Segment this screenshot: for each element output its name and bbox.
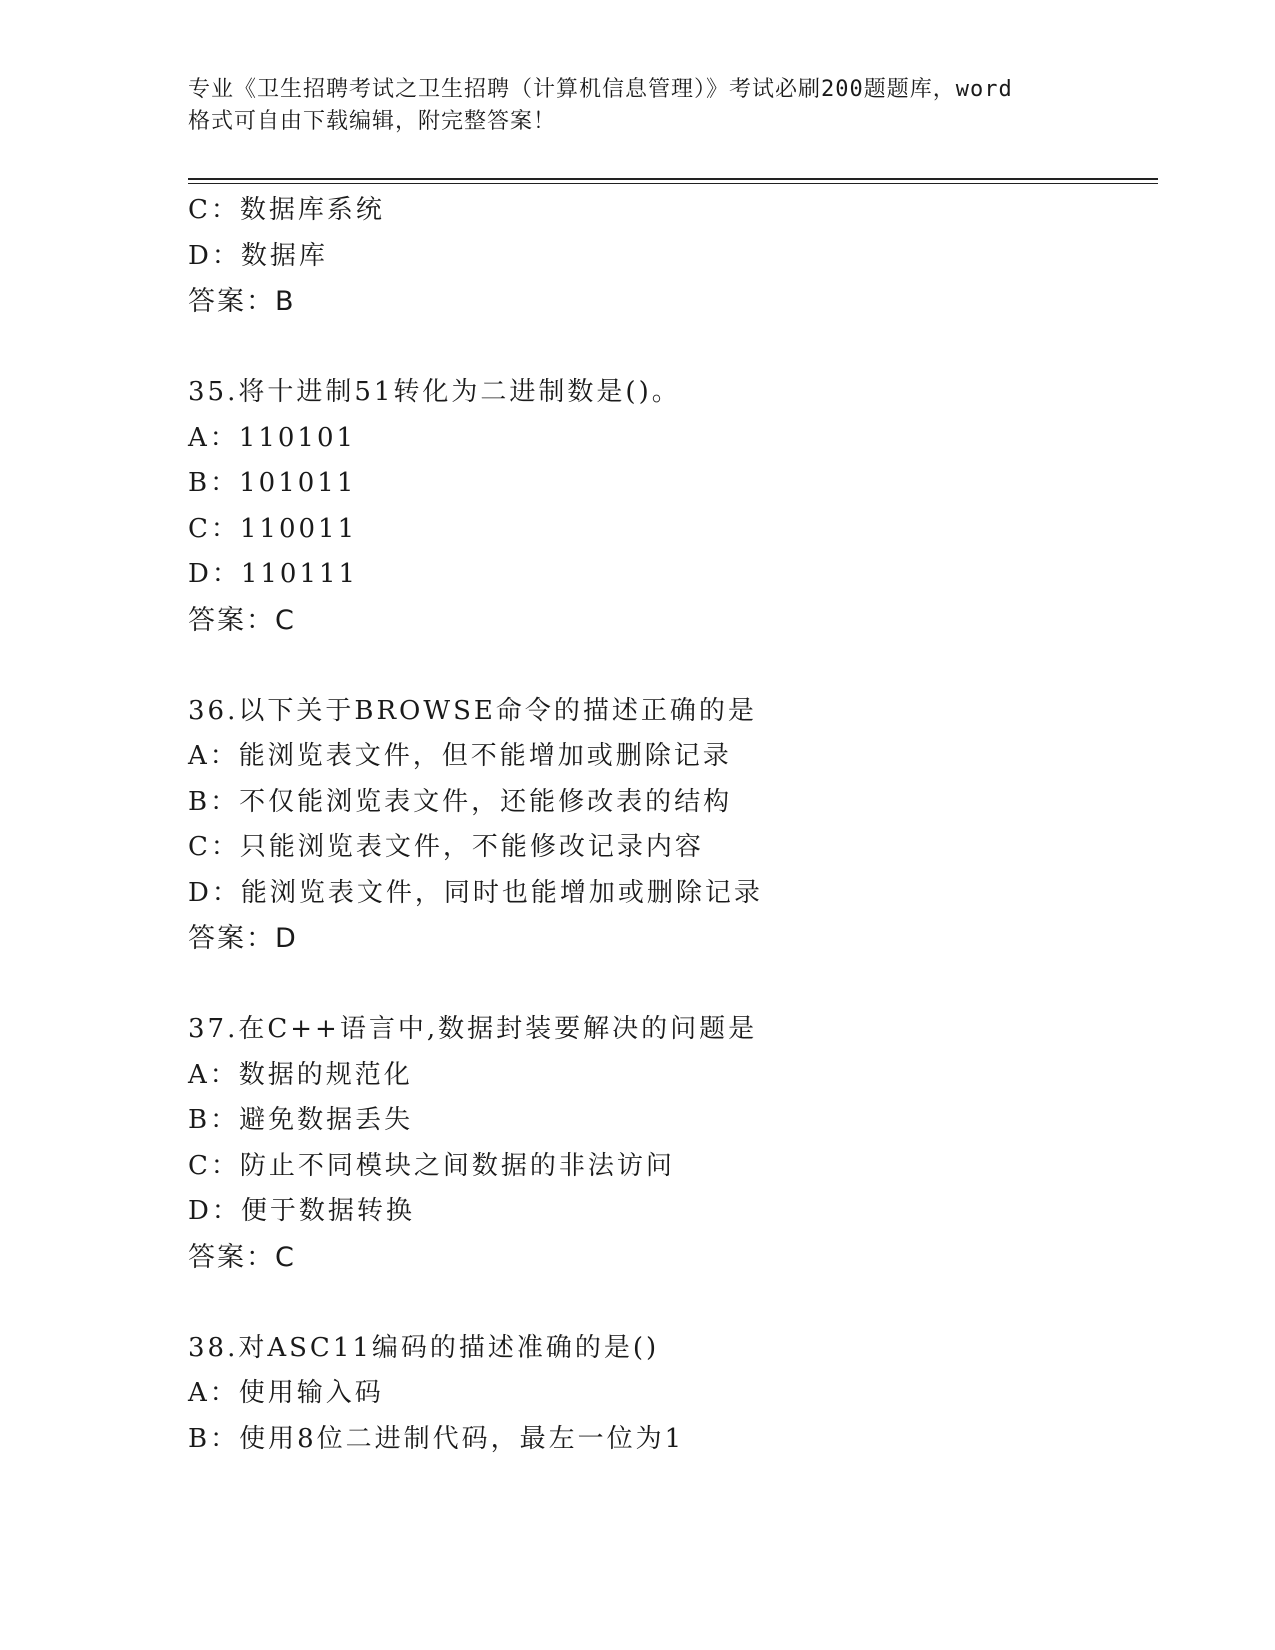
option-a: A：使用输入码 [188, 1378, 384, 1408]
question-spacer [188, 1280, 1148, 1326]
question-spacer [188, 325, 1148, 371]
question-block-34 [188, 188, 1148, 325]
option-c: C：110011 [188, 513, 358, 544]
question-block-36 [188, 689, 1148, 962]
option-a: A：数据的规范化 [188, 1059, 413, 1090]
answer-line: 答案：C [188, 604, 296, 636]
question-block-35 [188, 370, 1148, 643]
option-b: B：使用8位二进制代码，最左一位为1 [188, 1423, 685, 1454]
answer-line: 答案：C [188, 1241, 296, 1273]
question-stem: 38.对ASC11编码的描述准确的是() [188, 1332, 660, 1363]
option-c: C：只能浏览表文件，不能修改记录内容 [188, 832, 704, 862]
header-divider-thin [188, 183, 1158, 184]
question-stem: 35.将十进制51转化为二进制数是()。 [188, 377, 681, 407]
header-divider-thick [188, 178, 1158, 180]
option-d: D：数据库 [188, 240, 328, 271]
option-a: A：能浏览表文件，但不能增加或删除记录 [188, 741, 732, 771]
option-c: C：数据库系统 [188, 195, 385, 225]
header-title-line-2: 格式可自由下载编辑，附完整答案！ [188, 109, 557, 134]
question-stem: 37.在C++语言中,数据封装要解决的问题是 [188, 1014, 758, 1044]
answer-line: 答案：B [188, 286, 296, 317]
option-d: D：110111 [188, 559, 359, 589]
question-list [188, 188, 1148, 1462]
question-spacer [188, 962, 1148, 1008]
question-stem: 36.以下关于BROWSE命令的描述正确的是 [188, 695, 757, 726]
option-d: D：便于数据转换 [188, 1196, 415, 1226]
header-title-line-1: 专业《卫生招聘考试之卫生招聘（计算机信息管理）》考试必刷200题题库，word [188, 77, 1013, 102]
option-d: D：能浏览表文件，同时也能增加或删除记录 [188, 877, 763, 908]
option-c: C：防止不同模块之间数据的非法访问 [188, 1150, 675, 1181]
answer-line: 答案：D [188, 923, 298, 954]
question-spacer [188, 643, 1148, 689]
option-b: B：101011 [188, 468, 357, 498]
option-b: B：不仅能浏览表文件，还能修改表的结构 [188, 786, 733, 817]
question-block-38 [188, 1326, 1148, 1463]
option-b: B：避免数据丢失 [188, 1105, 414, 1135]
document-header [188, 74, 1088, 138]
option-a: A：110101 [188, 422, 357, 453]
question-block-37 [188, 1007, 1148, 1280]
